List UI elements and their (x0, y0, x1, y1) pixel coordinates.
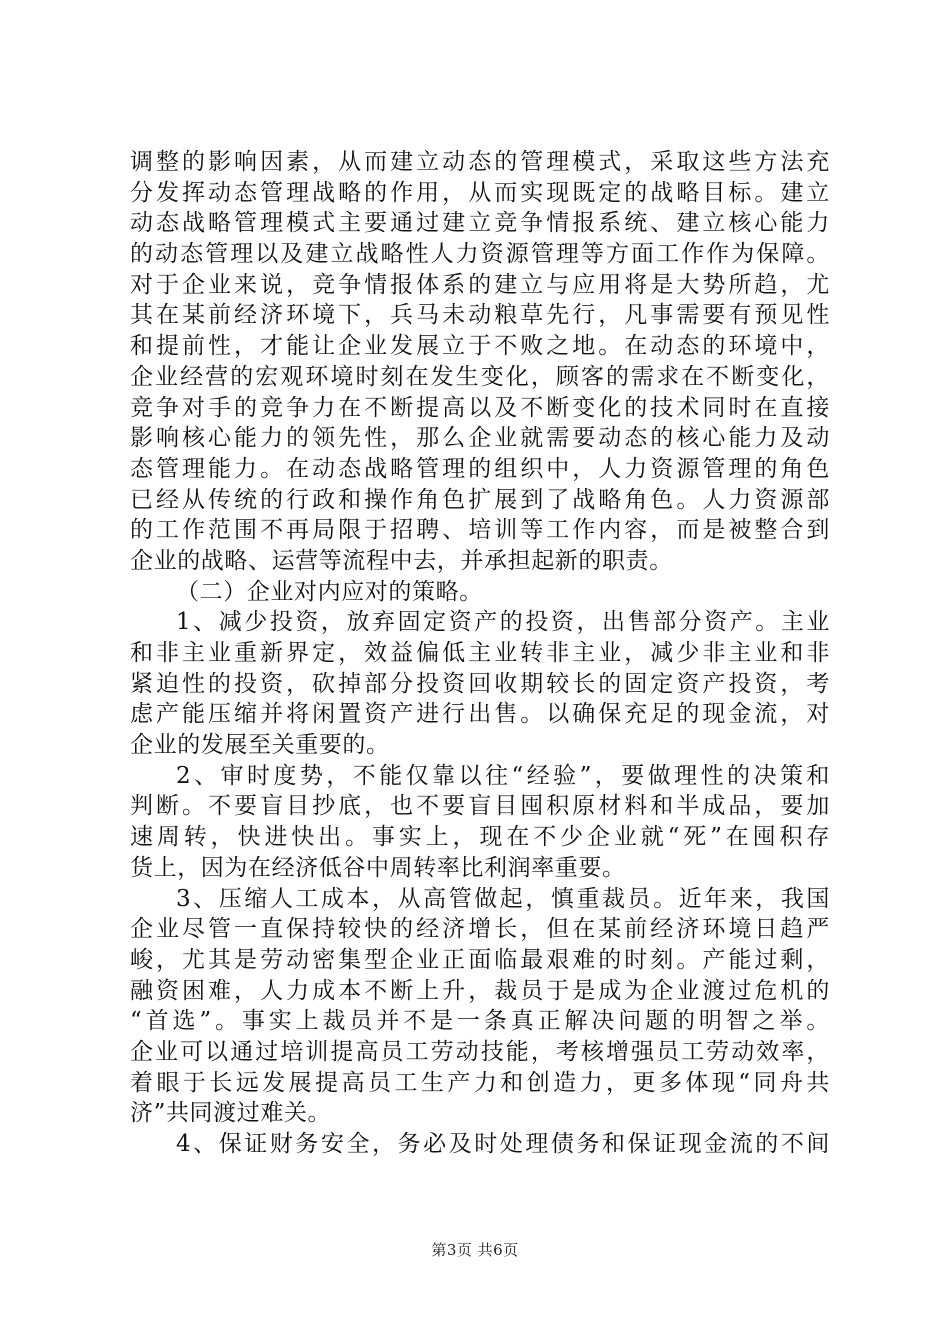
paragraph-first-line: 4、保证财务安全，务必及时处理债务和保证现金流的不间 (176, 1131, 830, 1157)
text-line: 其在某前经济环境下，兵马未动粮草先行，凡事需要有预见性 (130, 302, 830, 329)
paragraph-first-line: 2、审时度势，不能仅靠以往“经验”，要做理性的决策和 (176, 762, 830, 789)
text-line: 对于企业来说，竞争情报体系的建立与应用将是大势所趋，尤 (130, 271, 830, 298)
document-body (130, 147, 830, 1160)
text-line: 和提前性，才能让企业发展立于不败之地。在动态的环境中， (130, 333, 830, 360)
text-line: 货上，因为在经济低谷中周转率比利润率重要。 (130, 854, 626, 881)
text-line: 的工作范围不再局限于招聘、培训等工作内容，而是被整合到 (130, 517, 830, 544)
text-line: 调整的影响因素，从而建立动态的管理模式，采取这些方法充 (130, 149, 830, 175)
text-line: 企业的战略、运营等流程中去，并承担起新的职责。 (130, 547, 673, 574)
page-number-footer: 第3页 共6页 (431, 1241, 519, 1259)
text-line: 企业尽管一直保持较快的经济增长，但在某前经济环境日趋严 (130, 916, 830, 943)
text-line: 态管理能力。在动态战略管理的组织中，人力资源管理的角色 (130, 455, 830, 482)
text-line: 竞争对手的竞争力在不断提高以及不断变化的技术同时在直接 (130, 394, 830, 421)
text-line: 判断。不要盲目抄底，也不要盲目囤积原材料和半成品，要加 (130, 793, 830, 820)
section-heading: （二）企业对内应对的策略。 (176, 578, 483, 605)
text-line: 企业经营的宏观环境时刻在发生变化，顾客的需求在不断变化， (130, 363, 830, 390)
text-line: 着眼于长远发展提高员工生产力和创造力，更多体现“同舟共 (130, 1069, 830, 1096)
text-line: 企业的发展至关重要的。 (130, 732, 390, 759)
text-line: 影响核心能力的领先性，那么企业就需要动态的核心能力及动 (130, 425, 830, 452)
text-line: 和非主业重新界定，效益偏低主业转非主业，减少非主业和非 (130, 640, 830, 666)
text-line: 分发挥动态管理战略的作用，从而实现既定的战略目标。建立 (130, 179, 830, 206)
text-line: 企业可以通过培训提高员工劳动技能，考核增强员工劳动效率， (130, 1038, 830, 1065)
text-line: 虑产能压缩并将闲置资产进行出售。以确保充足的现金流，对 (130, 701, 830, 728)
text-line: 峻，尤其是劳动密集型企业正面临最艰难的时刻。产能过剩， (130, 946, 830, 973)
text-line: “首选”。事实上裁员并不是一条真正解决问题的明智之举。 (130, 1008, 830, 1035)
text-line: 融资困难，人力成本不断上升，裁员于是成为企业渡过危机的 (130, 977, 830, 1004)
text-line: 的动态管理以及建立战略性人力资源管理等方面工作作为保障。 (130, 241, 830, 268)
paragraph-first-line: 3、压缩人工成本，从高管做起，慎重裁员。近年来，我国 (176, 885, 830, 912)
text-line: 已经从传统的行政和操作角色扩展到了战略角色。人力资源部 (130, 486, 830, 513)
text-line: 动态战略管理模式主要通过建立竞争情报系统、建立核心能力 (130, 210, 830, 237)
paragraph-first-line: 1、减少投资，放弃固定资产的投资，出售部分资产。主业 (176, 609, 830, 636)
text-line: 紧迫性的投资，砍掉部分投资回收期较长的固定资产投资，考 (130, 670, 830, 697)
text-line: 济”共同渡过难关。 (130, 1100, 332, 1127)
text-line: 速周转，快进快出。事实上，现在不少企业就“死”在囤积存 (130, 824, 830, 851)
